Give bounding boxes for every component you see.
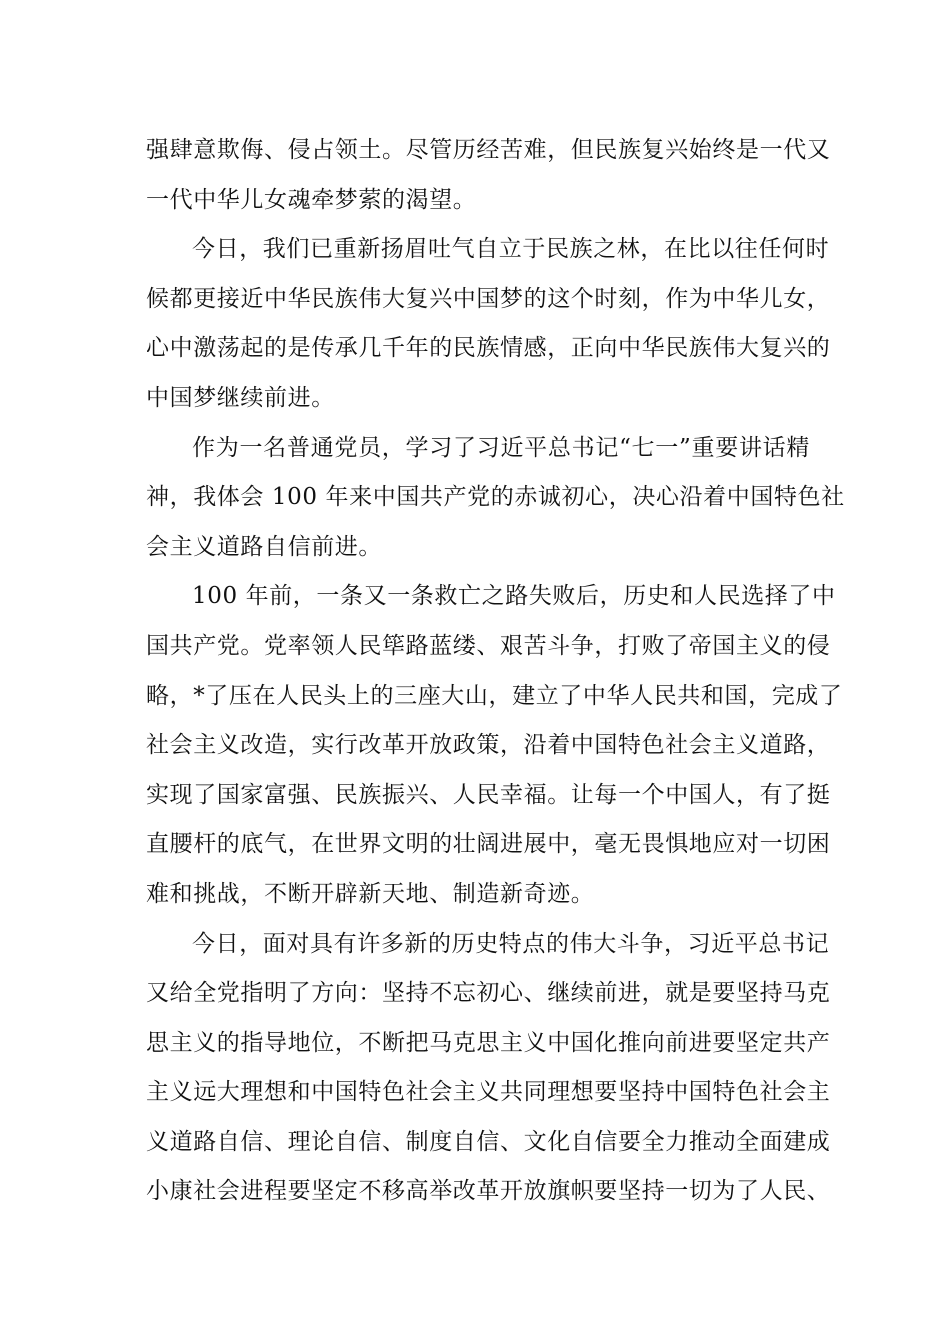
paragraph-2-line-3: 心中激荡起的是传承几千年的民族情感，正向中华民族伟大复兴的 <box>146 335 831 362</box>
paragraph-4-line-7: 难和挑战，不断开辟新天地、制造新奇迹。 <box>146 880 595 907</box>
paragraph-4-line-3: 略，*了压在人民头上的三座大山，建立了中华人民共和国，完成了 <box>146 682 843 709</box>
paragraph-5-line-3: 思主义的指导地位，不断把马克思主义中国化推向前进要坚定共产 <box>146 1029 831 1056</box>
paragraph-2-line-4: 中国梦继续前进。 <box>146 384 335 411</box>
paragraph-5-line-2: 又给全党指明了方向：坚持不忘初心、继续前进，就是要坚持马克 <box>146 980 831 1007</box>
paragraph-5-line-5: 义道路自信、理论自信、制度自信、文化自信要全力推动全面建成 <box>146 1128 831 1155</box>
paragraph-5-line-4: 主义远大理想和中国特色社会主义共同理想要坚持中国特色社会主 <box>146 1079 831 1106</box>
paragraph-4-line-1: 100 年前，一条又一条救亡之路失败后，历史和人民选择了中 <box>192 583 836 610</box>
paragraph-4-line-2: 国共产党。党率领人民筚路蓝缕、艰苦斗争，打败了帝国主义的侵 <box>146 632 831 659</box>
paragraph-2-line-1: 今日，我们已重新扬眉吐气自立于民族之林，在比以往任何时 <box>192 236 830 263</box>
paragraph-3-line-2: 神，我体会 100 年来中国共产党的赤诚初心，决心沿着中国特色社 <box>146 484 845 511</box>
paragraph-4-line-4: 社会主义改造，实行改革开放政策，沿着中国特色社会主义道路， <box>146 732 831 759</box>
paragraph-4-line-6: 直腰杆的底气，在世界文明的壮阔进展中，毫无畏惧地应对一切困 <box>146 831 831 858</box>
paragraph-3-line-1: 作为一名普通党员，学习了习近平总书记“七一”重要讲话精 <box>192 434 810 461</box>
paragraph-5-line-1: 今日，面对具有许多新的历史特点的伟大斗争，习近平总书记 <box>192 930 830 957</box>
paragraph-5-line-6: 小康社会进程要坚定不移高举改革开放旗帜要坚持一切为了人民、 <box>146 1178 831 1205</box>
paragraph-1-line-1: 强肆意欺侮、侵占领土。尽管历经苦难，但民族复兴始终是一代又 <box>146 137 831 163</box>
paragraph-2-line-2: 候都更接近中华民族伟大复兴中国梦的这个时刻，作为中华儿女， <box>146 285 831 312</box>
paragraph-4-line-5: 实现了国家富强、民族振兴、人民幸福。让每一个中国人，有了挺 <box>146 781 831 808</box>
document-body <box>146 126 845 1217</box>
paragraph-3-line-3: 会主义道路自信前进。 <box>146 533 382 560</box>
paragraph-1-line-2: 一代中华儿女魂牵梦萦的渴望。 <box>146 186 477 213</box>
